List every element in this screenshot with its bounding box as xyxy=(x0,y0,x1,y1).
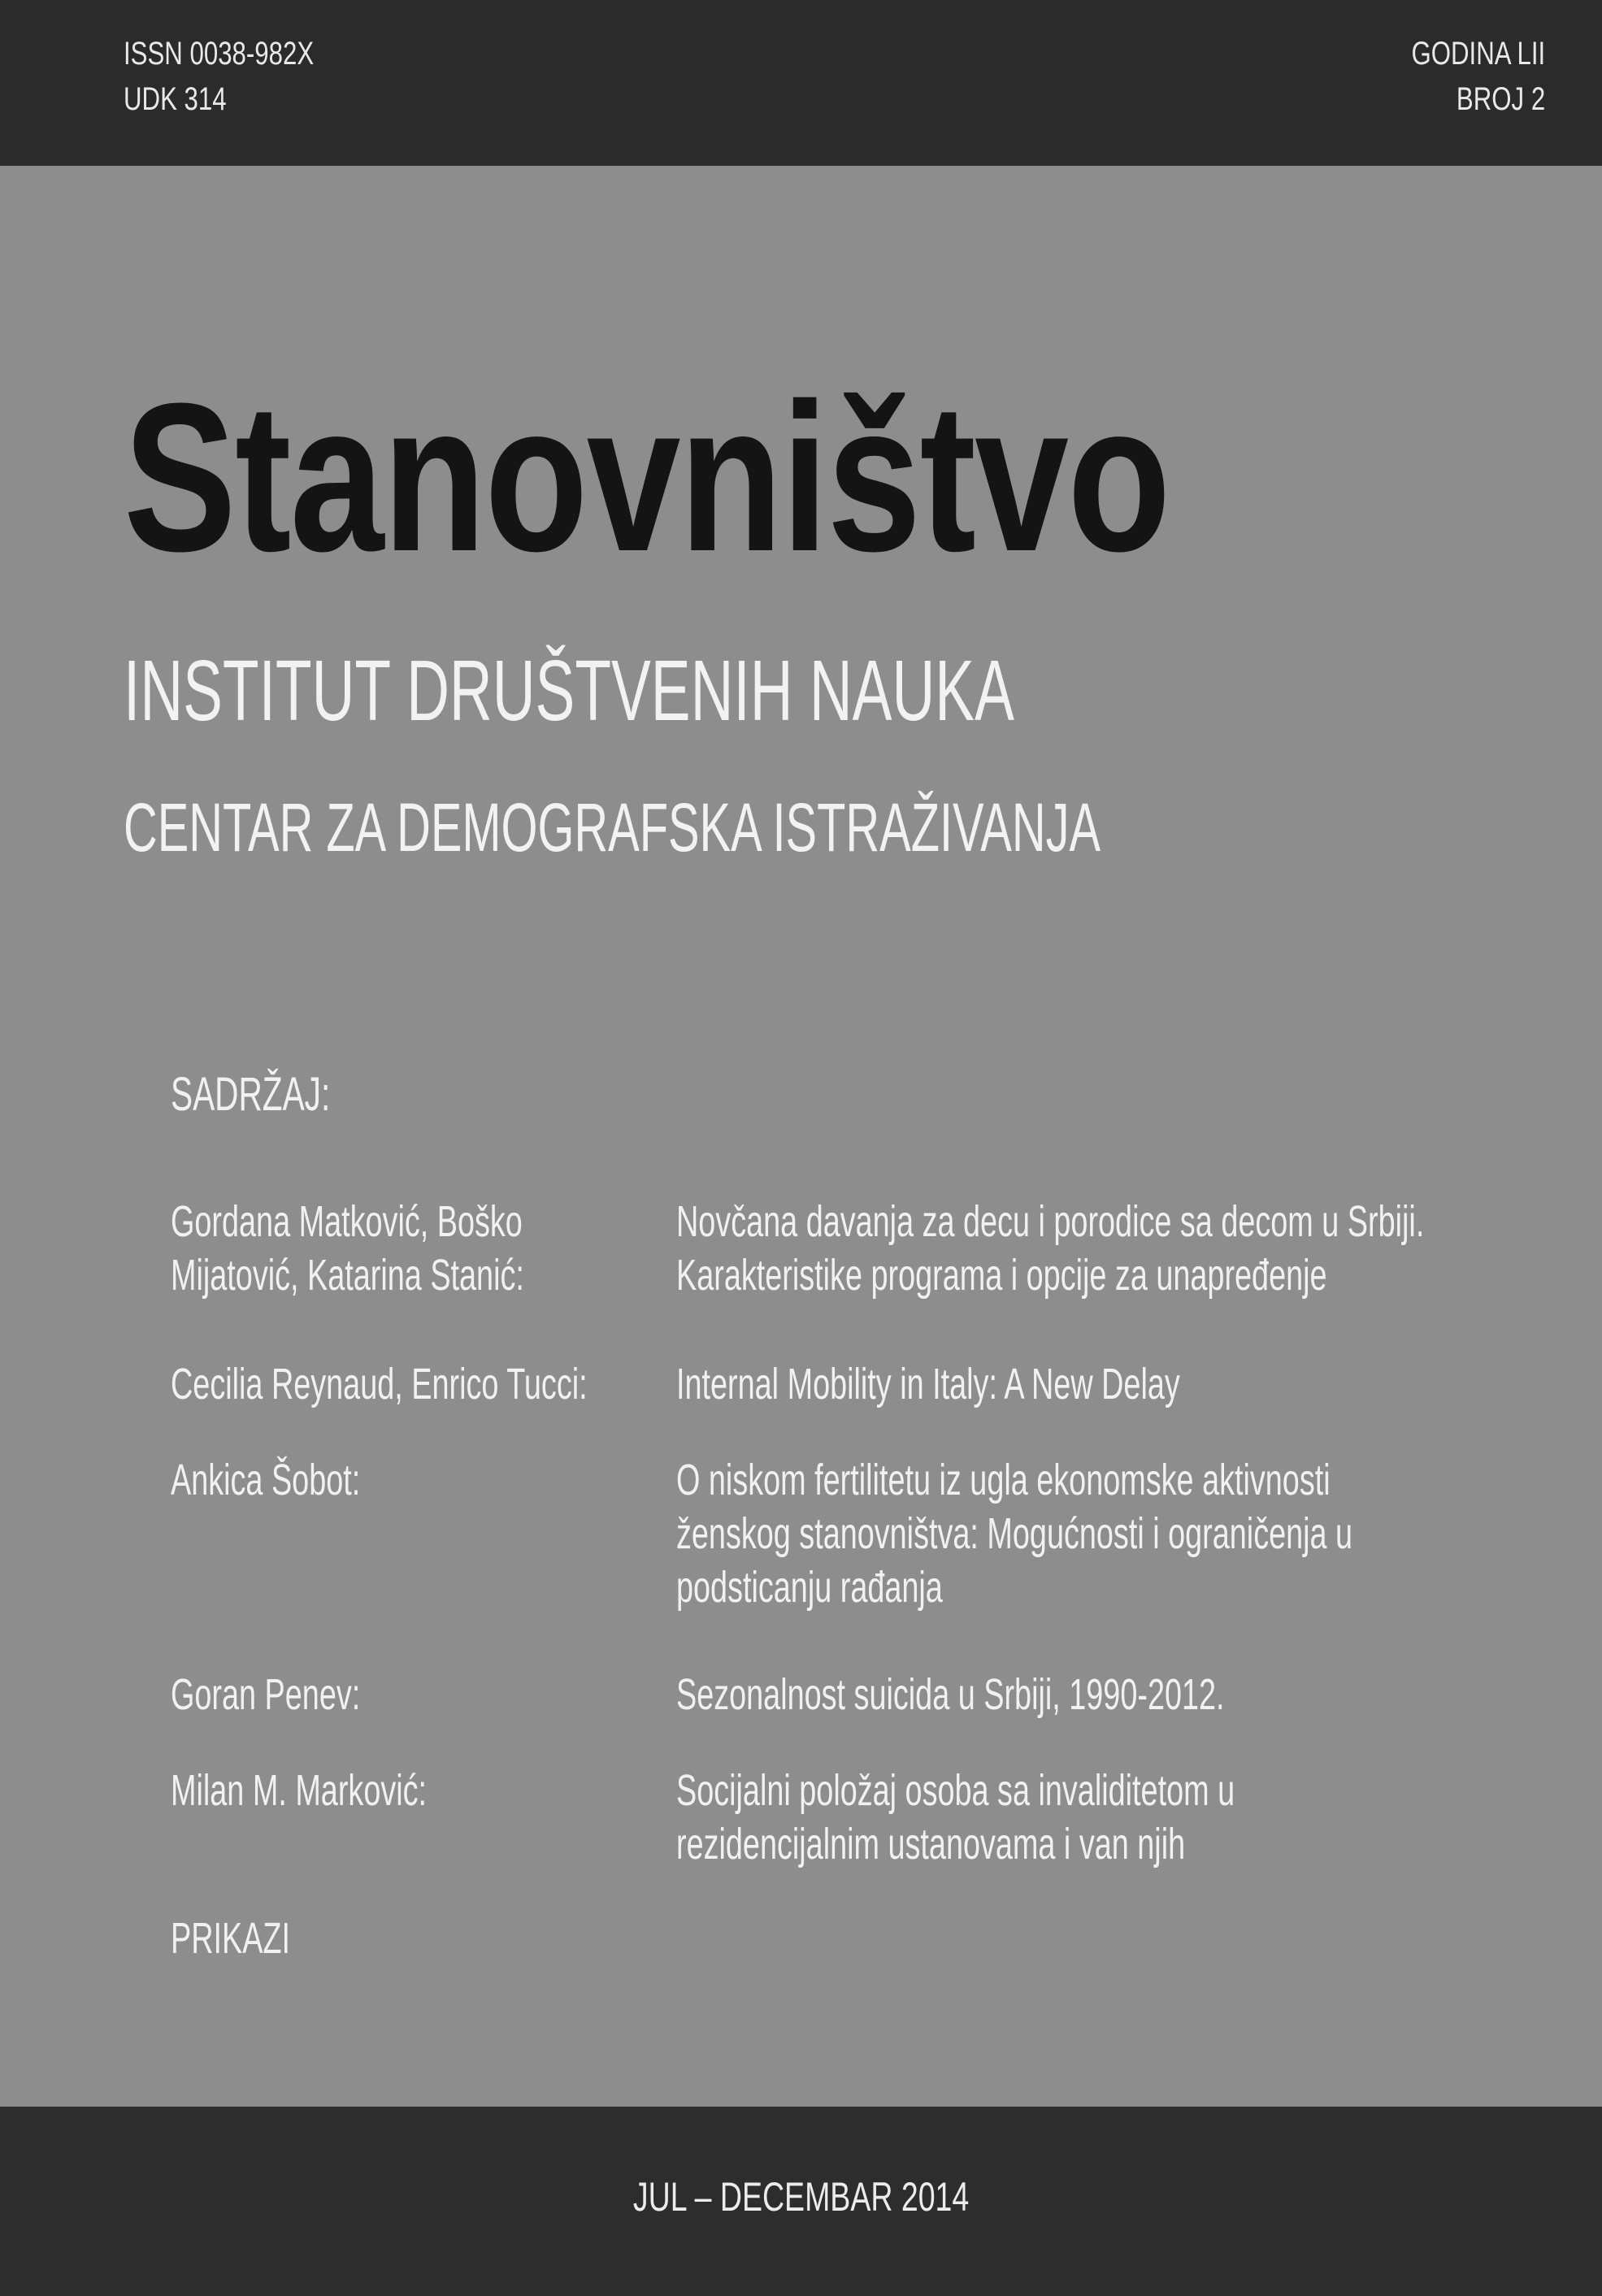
toc-article-title xyxy=(676,1764,1235,1871)
title-line: Sezonalnost suicida u Srbiji, 1990-2012. xyxy=(676,1670,1225,1719)
title-line: Karakteristike programa i opcije za unapređenje xyxy=(676,1251,1327,1300)
author-line: Ankica Šobot: xyxy=(171,1456,361,1504)
contents-heading: SADRŽAJ: xyxy=(171,1068,331,1121)
toc-article-title xyxy=(676,1668,1225,1721)
issue-number-text: BROJ 2 xyxy=(1456,81,1545,117)
toc-article-title xyxy=(676,1357,1180,1411)
author-line: Goran Penev: xyxy=(171,1670,361,1719)
toc-author xyxy=(171,1357,588,1411)
author-line: Milan M. Marković: xyxy=(171,1766,428,1815)
issue-period xyxy=(0,2171,1602,2223)
issn-text: ISSN 0038-982X xyxy=(124,36,315,72)
title-line: Novčana davanja za decu i porodice sa decom u Srbiji. xyxy=(676,1197,1425,1246)
author-line: Mijatović, Katarina Stanić: xyxy=(171,1251,524,1300)
toc-article-title xyxy=(676,1195,1424,1302)
center-name: CENTAR ZA DEMOGRAFSKA ISTRAŽIVANJA xyxy=(124,789,1101,866)
author-line: Gordana Matković, Boško xyxy=(171,1197,523,1246)
author-line: Cecilia Reynaud, Enrico Tucci: xyxy=(171,1360,588,1408)
journal-title: Stanovništvo xyxy=(124,360,1170,596)
toc-author xyxy=(171,1195,524,1302)
volume-text: GODINA LII xyxy=(1411,36,1545,72)
udk-text: UDK 314 xyxy=(124,81,227,117)
toc-author xyxy=(171,1764,427,1817)
issue-period-text: JUL – DECEMBAR 2014 xyxy=(632,2174,970,2220)
title-line: rezidencijalnim ustanovama i van njih xyxy=(676,1820,1186,1868)
issue-block xyxy=(1411,31,1545,122)
title-line: O niskom fertilitetu iz ugla ekonomske aktivnosti xyxy=(676,1456,1331,1504)
title-line: Internal Mobility in Italy: A New Delay xyxy=(676,1360,1180,1408)
title-line: podsticanju rađanja xyxy=(676,1563,943,1612)
reviews-section-label: PRIKAZI xyxy=(171,1914,291,1963)
issn-block xyxy=(124,31,314,122)
toc-author xyxy=(171,1453,360,1507)
toc-article-title xyxy=(676,1453,1352,1614)
title-line: Socijalni položaj osoba sa invaliditetom u xyxy=(676,1766,1235,1815)
institute-name: INSTITUT DRUŠTVENIH NAUKA xyxy=(124,643,1014,739)
title-line: ženskog stanovništva: Mogućnosti i ograničenja u xyxy=(676,1509,1353,1558)
toc-author xyxy=(171,1668,360,1721)
